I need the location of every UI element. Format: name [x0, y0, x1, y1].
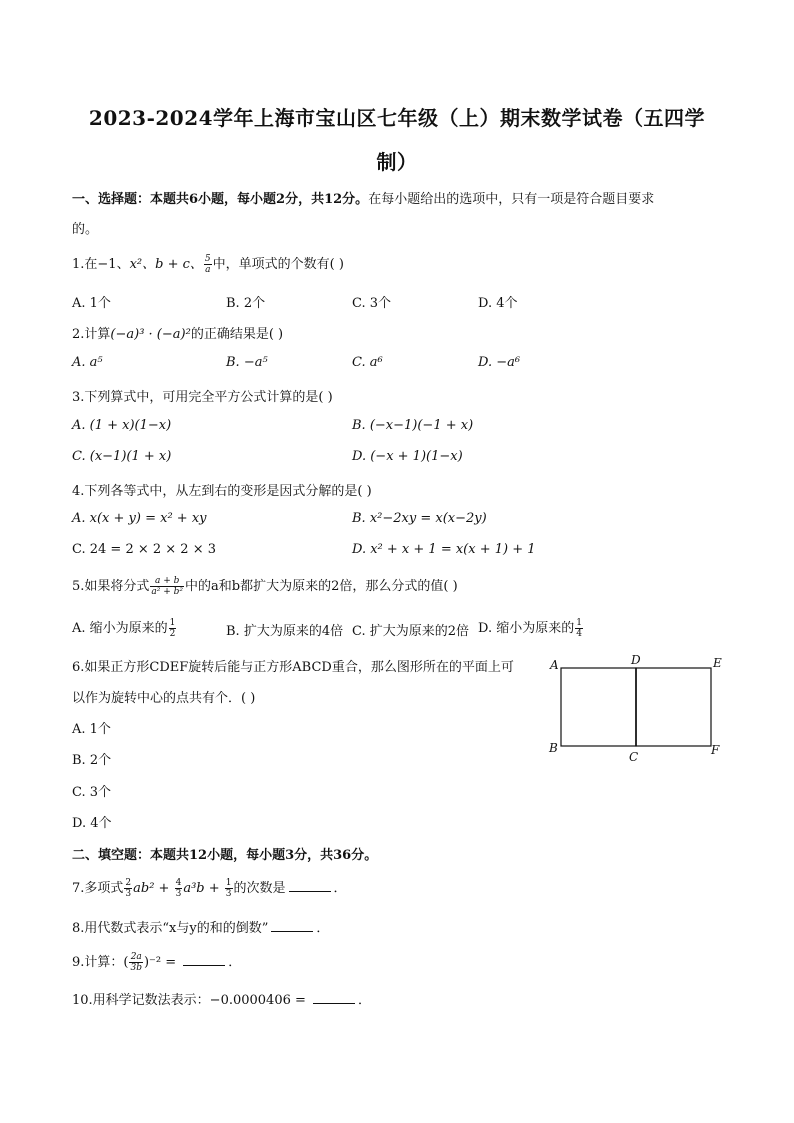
q2-stem-expr: (−a)³ · (−a)²: [110, 327, 191, 342]
q7-stem-end: ．: [333, 881, 347, 896]
q5-option-a-den: 2: [169, 629, 176, 639]
q3-option-a: A. (1 + x)(1−x): [72, 418, 172, 433]
q1-option-b: B. 2个: [226, 296, 266, 311]
q5-stem: [72, 575, 458, 597]
section2-header: [72, 844, 377, 863]
q7-term1: ab² +: [133, 881, 174, 896]
q1-option-a: A. 1个: [72, 296, 111, 311]
q6-option-a: A. 1个: [72, 722, 111, 737]
q5-option-a-num: 1: [169, 618, 176, 628]
q6-stem-line2: 以作为旋转中心的点共有个．( ): [72, 691, 256, 706]
q1-frac-num: 5: [204, 254, 211, 264]
q7-term2: a³b +: [183, 881, 224, 896]
q7-answer-blank[interactable]: [289, 879, 331, 892]
q5-option-d-frac: [575, 618, 583, 639]
q9-frac-den: 3b: [130, 963, 142, 973]
label-c: C: [629, 750, 639, 764]
q9-answer-blank[interactable]: [183, 953, 225, 966]
q2-stem-pre: 2.计算: [72, 327, 111, 342]
q2-option-c: C. a⁶: [352, 355, 383, 370]
q4-option-c: C. 24 = 2 × 2 × 2 × 3: [72, 542, 217, 557]
q4-option-b: B. x²−2xy = x(x−2y): [352, 511, 487, 526]
q1-option-c: C. 3个: [352, 296, 392, 311]
q5-option-a: [72, 617, 177, 639]
q9-frac-num: 2a: [130, 952, 142, 962]
q7-frac1: [124, 878, 132, 899]
q1-fraction: [204, 254, 212, 275]
q2-option-a: A. a⁵: [72, 355, 103, 370]
section1-header-bold: 一、选择题：本题共6小题，每小题2分，共12分。: [72, 192, 369, 207]
q3-option-d: D. (−x + 1)(1−x): [352, 449, 463, 464]
q1-stem-pre: 1.在−1、: [72, 257, 130, 272]
square-cdef: [636, 668, 711, 746]
section1-header-cont: 的。: [72, 222, 99, 237]
q10-stem: [72, 989, 371, 1008]
q5-option-d-num: 1: [576, 618, 582, 628]
q2-option-d: D. −a⁶: [478, 355, 521, 370]
q5-option-b: B. 扩大为原来的4倍: [226, 624, 344, 639]
q7-stem: [72, 877, 347, 899]
q5-frac-den: a² + b²: [151, 587, 184, 597]
q7-frac2-num: 4: [175, 878, 182, 888]
q8-stem-end: ．: [316, 921, 330, 936]
q5-option-d: [478, 617, 584, 639]
q7-frac1-den: 3: [125, 889, 132, 899]
q10-answer-blank[interactable]: [313, 991, 355, 1004]
q6-option-d: D. 4个: [72, 816, 112, 831]
q1-stem: [72, 253, 344, 275]
label-f: F: [711, 743, 720, 757]
q5-option-a-frac: [169, 618, 177, 639]
q2-stem-post: 的正确结果是( ): [190, 327, 284, 342]
q9-stem-post: )⁻² =: [143, 955, 181, 970]
q1-stem-post: 中，单项式的个数有( ): [212, 257, 344, 272]
q7-frac2-den: 3: [175, 889, 182, 899]
q3-option-b: B. (−x−1)(−1 + x): [352, 418, 474, 433]
q1-frac-den: a: [205, 265, 211, 275]
q8-answer-blank[interactable]: [271, 919, 313, 932]
q6-squares-figure: [545, 650, 730, 770]
square-abcd: [561, 668, 636, 746]
q10-stem-end: ．: [358, 993, 372, 1008]
q6-option-b: B. 2个: [72, 753, 112, 768]
section1-header-rest: 在每小题给出的选项中，只有一项是符合题目要求: [368, 192, 655, 207]
q7-frac3: [225, 878, 233, 899]
label-a: A: [550, 658, 559, 672]
q3-option-c: C. (x−1)(1 + x): [72, 449, 172, 464]
q4-option-a: A. x(x + y) = x² + xy: [72, 511, 207, 526]
section1-header: [72, 188, 654, 207]
q4-option-d: D. x² + x + 1 = x(x + 1) + 1: [352, 542, 536, 557]
q2-option-b: B. −a⁵: [226, 355, 268, 370]
q1-option-d: D. 4个: [478, 296, 518, 311]
q7-frac2: [175, 878, 183, 899]
q7-frac3-den: 3: [225, 889, 232, 899]
exam-title-line1: 2023-2024学年上海市宝山区七年级（上）期末数学试卷（五四学: [88, 106, 706, 130]
q5-stem-pre: 5.如果将分式: [72, 579, 150, 594]
q5-fraction: [150, 576, 184, 597]
label-d: D: [631, 653, 641, 667]
q7-frac1-num: 2: [125, 878, 132, 888]
q5-frac-num: a + b: [150, 576, 184, 587]
q10-stem-text: 10.用科学记数法表示：−0.0000406 =: [72, 993, 311, 1008]
label-e: E: [713, 656, 722, 670]
q9-stem-pre: 9.计算：(: [72, 955, 129, 970]
exam-title-line2: 制）: [376, 150, 418, 174]
q5-stem-post: 中的a和b都扩大为原来的2倍，那么分式的值( ): [185, 579, 458, 594]
section2-header-bold: 二、填空题：本题共12小题，每小题3分，共36分。: [72, 848, 378, 863]
q5-option-a-text: A. 缩小为原来的: [72, 621, 168, 636]
q3-stem: 3.下列算式中，可用完全平方公式计算的是( ): [72, 390, 333, 405]
q1-stem-terms: x²、b + c、: [129, 257, 203, 272]
q9-stem: [72, 951, 241, 973]
q7-frac3-num: 1: [225, 878, 232, 888]
q6-stem-line1: 6.如果正方形CDEF旋转后能与正方形ABCD重合，那么图形所在的平面上可: [72, 660, 514, 675]
q4-stem: 4.下列各等式中，从左到右的变形是因式分解的是( ): [72, 484, 372, 499]
q9-fraction: [129, 952, 143, 973]
q8-stem-text: 8.用代数式表示“x与y的和的倒数”: [72, 921, 269, 936]
q5-option-d-text: D. 缩小为原来的: [478, 621, 575, 636]
q5-option-c: C. 扩大为原来的2倍: [352, 624, 470, 639]
q5-option-d-den: 4: [576, 629, 582, 639]
label-b: B: [549, 741, 558, 755]
q8-stem: [72, 917, 329, 936]
q9-stem-end: ．: [228, 955, 242, 970]
q6-option-c: C. 3个: [72, 785, 112, 800]
q2-stem: [72, 323, 283, 342]
q7-stem-pre: 7.多项式: [72, 881, 124, 896]
q7-stem-post: 的次数是: [233, 881, 286, 896]
